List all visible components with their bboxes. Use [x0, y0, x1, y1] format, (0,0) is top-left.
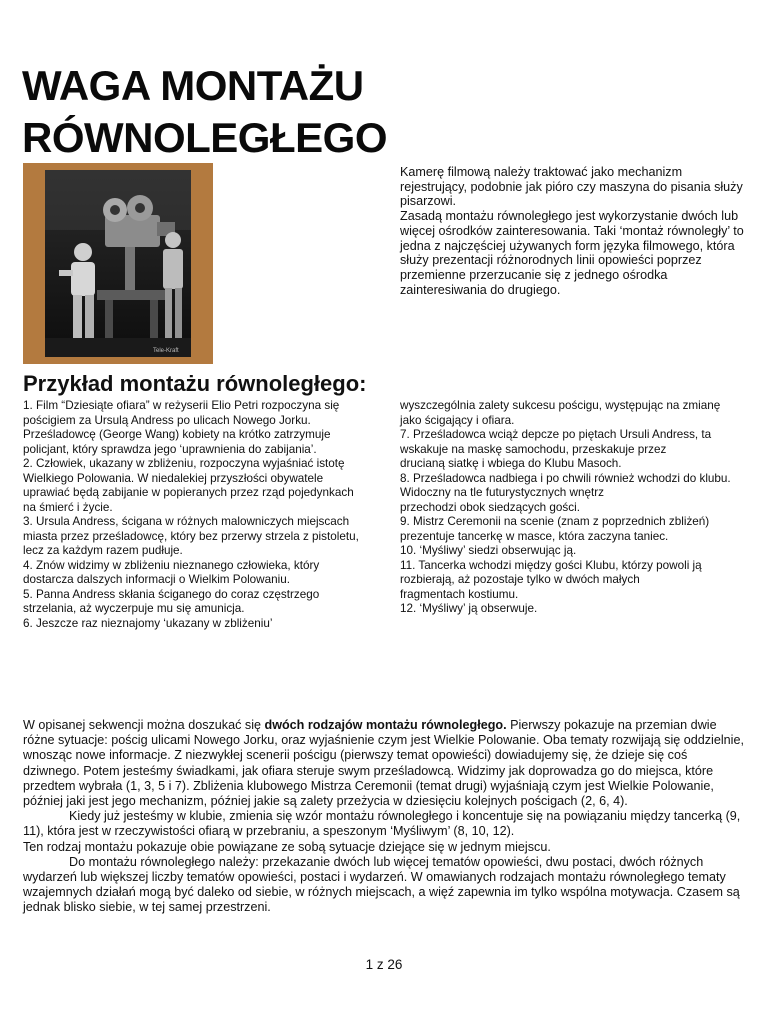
title-line-2: RÓWNOLEGŁEGO: [22, 114, 387, 161]
list-item: 11. Tancerka wchodzi między gości Klubu, którzy powoli ją rozbierają, aż pozostaje tylko w dwóch małych: [400, 558, 702, 586]
body-paragraph-3: Ten rodzaj montażu pokazuje obie powiązane ze sobą sytuacje dziejące się w jednym miejscu.: [23, 839, 551, 854]
photo-image: [45, 170, 191, 357]
body-p1-bold: dwóch rodzajów montażu równoległego.: [264, 718, 507, 732]
example-column-right: [400, 399, 740, 617]
list-item: 2. Człowiek, ukazany w zbliżeniu, rozpoczyna wyjaśniać istotę Wielkiego Polowania. W niedalekiej przyszłości obywatele uprawiać będą zabijanie w popieranych przez rząd pojedynkach na śmierć i życie.: [23, 457, 354, 514]
body-paragraph-2: Kiedy już jesteśmy w klubie, zmienia się wzór montażu równoległego i koncentuje się na powiązaniu między tancerką (9, 11), która jest w rzeczywistości ofiarą w przebraniu, a speszonym ‘Myśliwym’ (8, 10, 12).: [23, 809, 741, 839]
list-item: 1. Film “Dziesiąte ofiara” w reżyserii Elio Petri rozpoczyna się pościgiem za Ursulą Andress po ulicach Nowego Jorku. Prześladowcę (George Wang) kobiety na krótko zatrzymuje policjant, który sprawdza jego ‘uprawnienia do zabijania’.: [23, 399, 340, 456]
list-item: 7. Prześladowca wciąż depcze po piętach Ursuli Andress, ta wskakuje na maskę samochodu, przeskakuje przez: [400, 428, 712, 456]
list-item: 8. Prześladowca nadbiega i po chwili również wchodzi do klubu. Widoczny na tle futurystycznych wnętrz: [400, 471, 731, 499]
list-item: 9. Mistrz Ceremonii na scenie (znam z poprzednich zbliżeń) prezentuje tancerkę w masce, która zaczyna taniec.: [400, 515, 710, 543]
list-item: 5. Panna Andress skłania ściganego do coraz częstrzego strzelania, aż wyczerpuje mu się amunicja.: [23, 587, 320, 615]
body-paragraph-1: [23, 718, 745, 809]
list-item: 6. Jeszcze raz nieznajomy ‘ukazany w zbliżeniu’: [23, 616, 273, 630]
list-item: fragmentach kostiumu.: [400, 587, 519, 601]
title-line-1: WAGA MONTAŻU: [22, 62, 364, 109]
body-paragraph-4: Do montażu równoległego należy: przekazanie dwóch lub więcej tematów opowieści, dwu postaci, dwóch różnych wydarzeń lub większej liczby tematów opowieści, postaci i wydarzeń. W omawianych rodzajach montażu równoległego tematy wzajemnych działań mogą być daleko od siebie, w różnych miejscach, a więź zapewnia im tylko wspólna motywacja. Czasem są jednak blisko siebie, w tej samej przestrzeni.: [23, 854, 740, 915]
list-item: 4. Znów widzimy w zbliżeniu nieznanego człowieka, który dostarcza dalszych informacji o Wielkim Polowaniu.: [23, 558, 320, 586]
list-item: 3. Ursula Andress, ścigana w różnych malowniczych miejscach miasta przez prześladowcę, który bez przerwy strzela z pistoletu, lecz za każdym razem pudłuje.: [23, 515, 359, 557]
intro-paragraph-2: Zasadą montażu równoległego jest wykorzystanie dwóch lub więcej ośrodków zainteresowania. Taki ‘montaż równoległy’ to jedna z najczęściej używanych form języka filmowego, która służy prezentacji różnorodnych linii opowieści poprzez przemienne przerzucanie się z jednego ośrodka zainteresiwania do drugiego.: [400, 209, 744, 297]
list-item: 12. ‘Myśliwy’ ją obserwuje.: [400, 602, 538, 615]
list-item: przechodzi obok siedzących gości.: [400, 500, 580, 514]
body-p1-start: W opisanej sekwencji można doszukać się: [23, 718, 265, 732]
photo-stamp: Tele-Kraft: [153, 348, 179, 354]
page-number: 1 z 26: [365, 957, 403, 972]
example-heading: Przykład montażu równoległego:: [23, 371, 367, 396]
film-camera-photo: [23, 163, 213, 364]
list-item: drucianą siatkę i wbiega do Klubu Masoch.: [400, 457, 622, 470]
intro-paragraph-1: Kamerę filmową należy traktować jako mechanizm rejestrujący, podobnie jak pióro czy maszyna do pisania służy pisarzowi.: [400, 165, 743, 209]
list-item: 10. ‘Myśliwy’ siedzi obserwując ją.: [400, 544, 577, 557]
page-title: [22, 60, 387, 164]
list-item: wyszczególnia zalety sukcesu pościgu, występując na zmianę: [400, 399, 721, 412]
list-item: jako ścigający i ofiara.: [400, 413, 515, 427]
example-column-left: [23, 399, 363, 631]
body-text: [23, 718, 745, 916]
body-p1-rest: Pierwszy pokazuje na przemian dwie różne sytuacje: pościg ulicami Nowego Jorku, oraz wyjaśnienie czym jest Wielkie Polowanie. Oba tematy rozwijają się oddzielnie, wnosząc nowe informacje. Z niezwykłej scenerii pościgu (pierwszy temat opowieści) dowiadujemy się, że dzieje się coś dziwnego. Potem jesteśmy świadkami, jak ofiara steruje swym prześladowcą. Widzimy jak doprowadza go do miejsca, które przedtem wybrała (1, 3, 5 i 7). Zbliżenia klubowego Mistrza Ceremonii (temat drugi) wyjaśniają czym jest Wielkie Polowanie, później jaki jest jego mechanizm, później jakie są zalety przeżycia w dziesięciu kolejnych pościgach (2, 6, 4).: [23, 718, 744, 809]
intro-text: [400, 165, 750, 297]
